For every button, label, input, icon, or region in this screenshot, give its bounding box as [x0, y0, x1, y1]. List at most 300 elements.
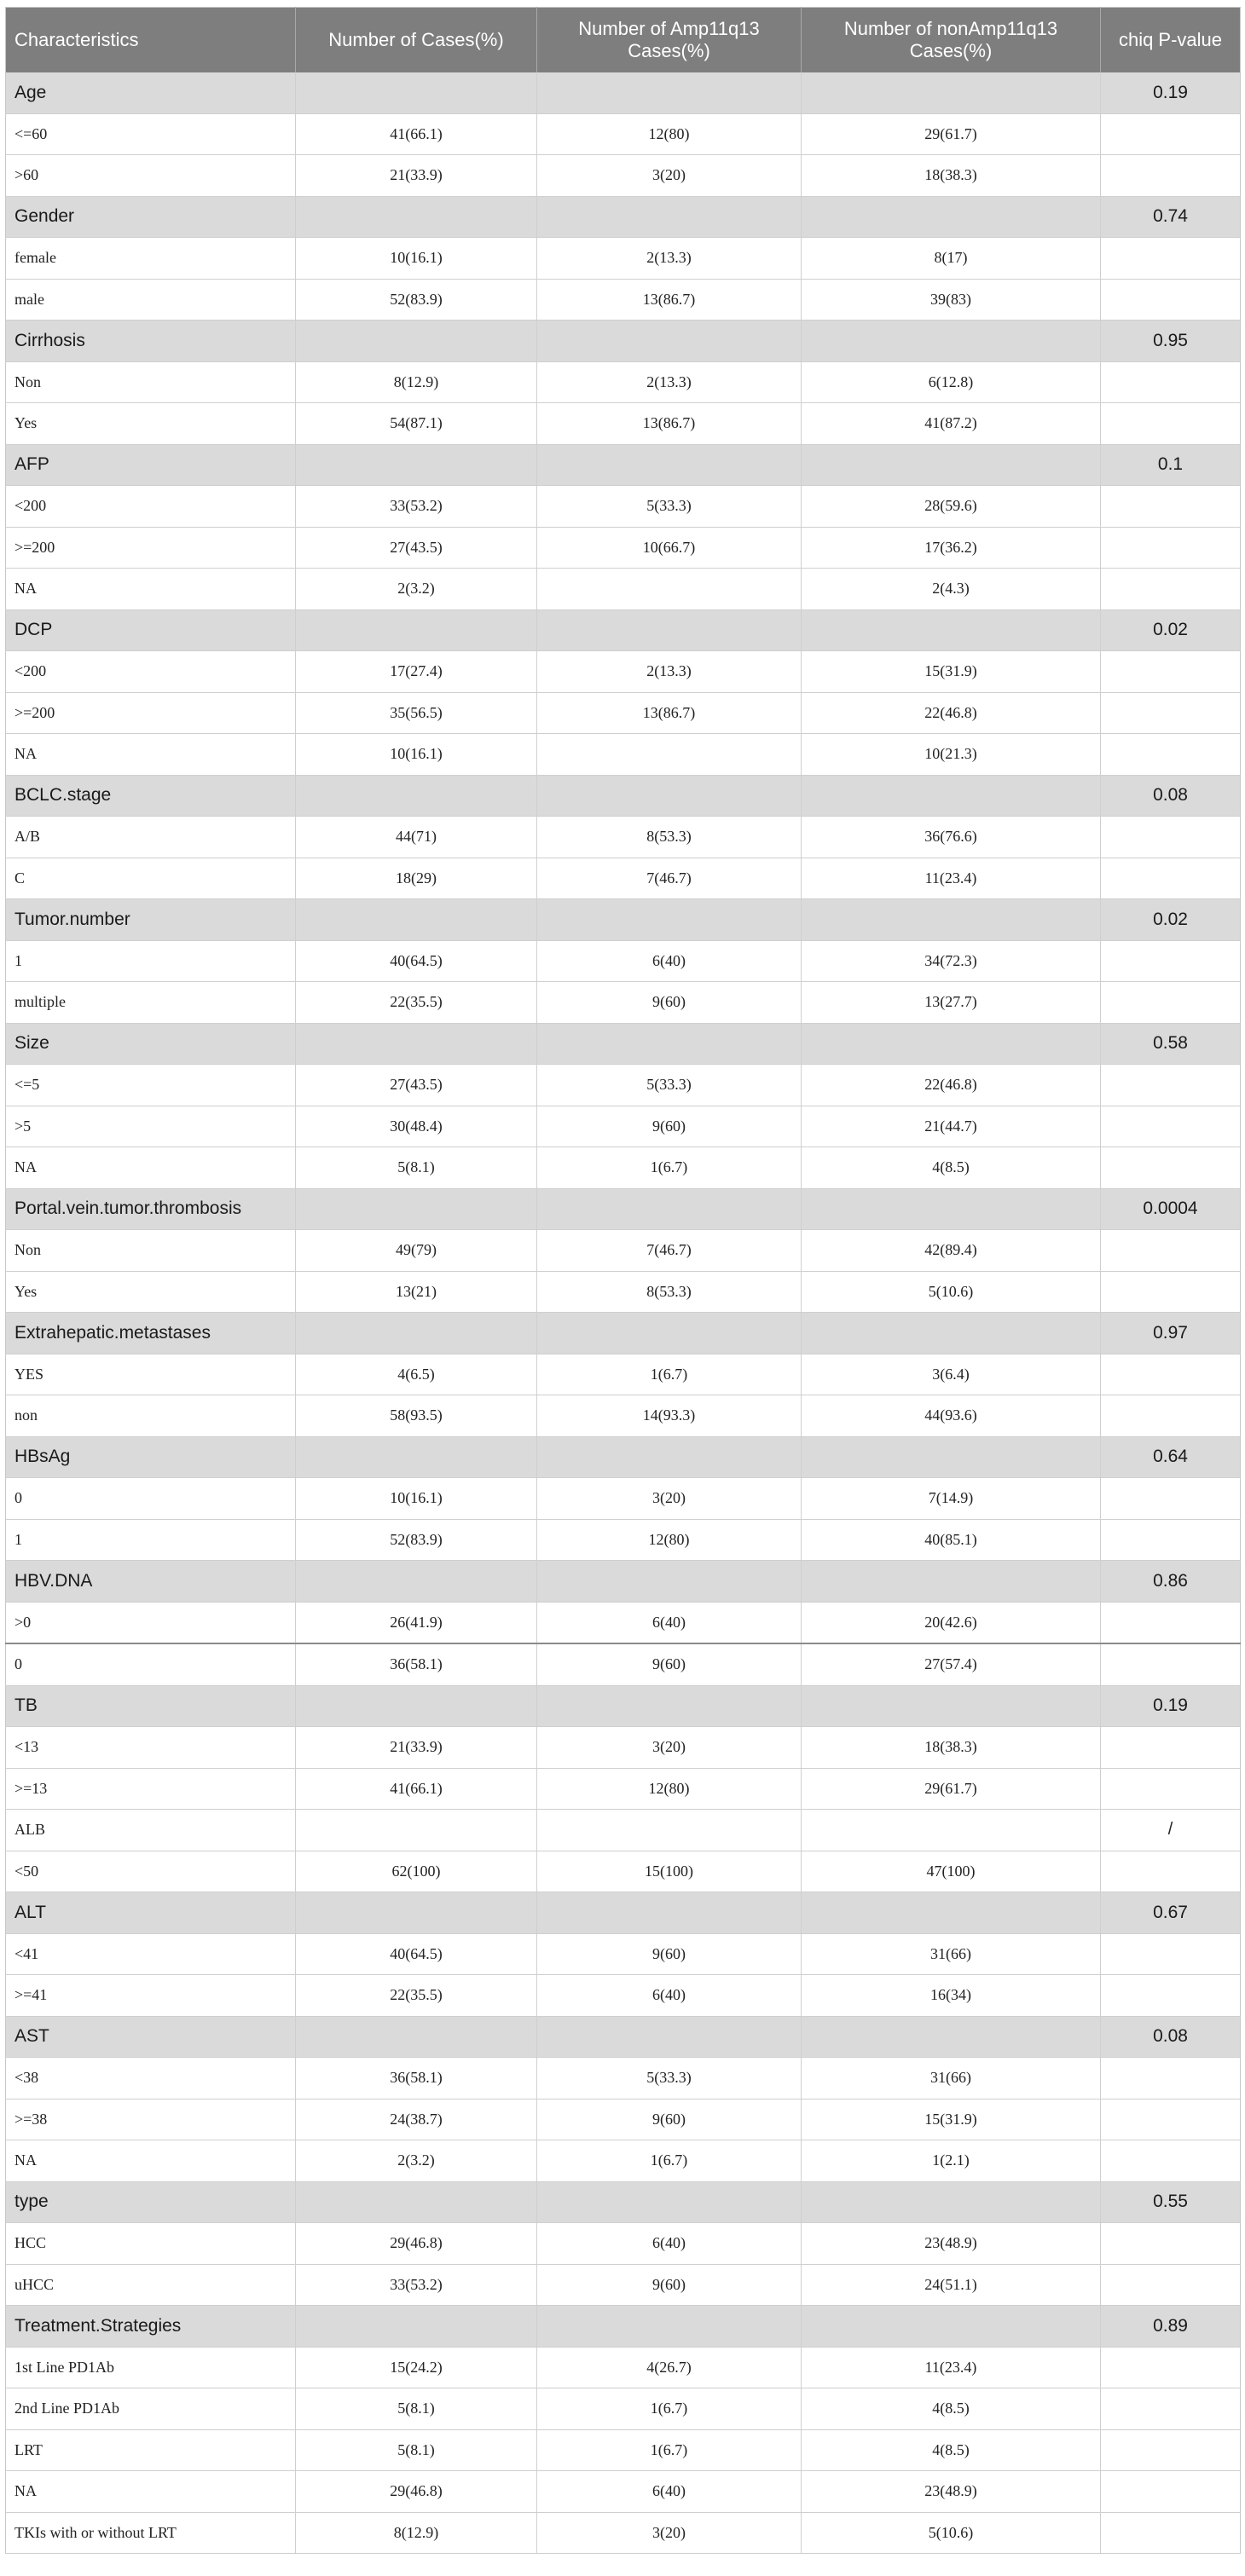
cases-cell: 8(12.9) [296, 2512, 537, 2554]
amp-cases-cell [537, 72, 802, 113]
characteristic-cell: male [6, 279, 296, 321]
nonamp-cases-cell [802, 2181, 1101, 2223]
cases-cell: 2(3.2) [296, 569, 537, 610]
nonamp-cases-cell: 22(46.8) [802, 692, 1101, 734]
table-row [6, 1851, 1241, 1892]
cases-cell: 27(43.5) [296, 1065, 537, 1106]
characteristic-cell: AST [6, 2016, 296, 2058]
table-header [6, 8, 1241, 73]
characteristic-cell: >=200 [6, 692, 296, 734]
p-value-cell: 0.86 [1101, 1561, 1241, 1603]
nonamp-cases-cell [802, 1892, 1101, 1934]
amp-cases-cell: 3(20) [537, 155, 802, 197]
amp-cases-cell: 12(80) [537, 113, 802, 155]
cases-cell: 62(100) [296, 1851, 537, 1892]
characteristic-cell: Treatment.Strategies [6, 2306, 296, 2348]
cases-cell: 2(3.2) [296, 2140, 537, 2182]
p-value-cell: 0.58 [1101, 1023, 1241, 1065]
amp-cases-cell [537, 569, 802, 610]
cases-cell: 5(8.1) [296, 1147, 537, 1189]
amp-cases-cell: 14(93.3) [537, 1395, 802, 1437]
p-value-cell: 0.89 [1101, 2306, 1241, 2348]
nonamp-cases-cell: 16(34) [802, 1975, 1101, 2017]
table-body [6, 72, 1241, 2554]
characteristic-cell: HBV.DNA [6, 1561, 296, 1603]
characteristic-cell: HBsAg [6, 1436, 296, 1478]
amp-cases-cell: 1(6.7) [537, 2388, 802, 2430]
amp-cases-cell: 3(20) [537, 2512, 802, 2554]
table-row [6, 2512, 1241, 2554]
nonamp-cases-cell: 11(23.4) [802, 2347, 1101, 2388]
amp-cases-cell: 6(40) [537, 940, 802, 982]
characteristic-cell: <50 [6, 1851, 296, 1892]
nonamp-cases-cell: 4(8.5) [802, 1147, 1101, 1189]
p-value-cell: 0.0004 [1101, 1188, 1241, 1230]
characteristic-cell: 0 [6, 1478, 296, 1520]
p-value-cell [1101, 2512, 1241, 2554]
amp-cases-cell: 9(60) [537, 2099, 802, 2140]
characteristic-cell: AFP [6, 444, 296, 486]
nonamp-cases-cell: 34(72.3) [802, 940, 1101, 982]
nonamp-cases-cell [802, 1810, 1101, 1851]
characteristic-cell: <=60 [6, 113, 296, 155]
p-value-cell: 0.02 [1101, 899, 1241, 941]
nonamp-cases-cell: 2(4.3) [802, 569, 1101, 610]
nonamp-cases-cell: 24(51.1) [802, 2264, 1101, 2306]
characteristic-cell: TKIs with or without LRT [6, 2512, 296, 2554]
cases-cell [296, 2306, 537, 2348]
table-group-row [6, 2016, 1241, 2058]
cases-cell: 36(58.1) [296, 1643, 537, 1685]
amp-cases-cell: 1(6.7) [537, 1147, 802, 1189]
characteristic-cell: >60 [6, 155, 296, 197]
amp-cases-cell: 7(46.7) [537, 1230, 802, 1272]
nonamp-cases-cell: 29(61.7) [802, 113, 1101, 155]
characteristic-cell: NA [6, 569, 296, 610]
cases-cell: 26(41.9) [296, 1602, 537, 1643]
characteristic-cell: 1 [6, 940, 296, 982]
nonamp-cases-cell: 40(85.1) [802, 1519, 1101, 1561]
table-row [6, 113, 1241, 155]
nonamp-cases-cell: 10(21.3) [802, 734, 1101, 776]
table-row [6, 1230, 1241, 1272]
p-value-cell: 0.08 [1101, 775, 1241, 817]
header-nonamp11q13-cases: Number of nonAmp11q13 Cases(%) [802, 8, 1101, 73]
table-row [6, 2058, 1241, 2099]
cases-cell [296, 2016, 537, 2058]
characteristic-cell: <38 [6, 2058, 296, 2099]
amp-cases-cell: 6(40) [537, 2223, 802, 2265]
p-value-cell [1101, 1643, 1241, 1685]
nonamp-cases-cell: 41(87.2) [802, 403, 1101, 445]
table-row [6, 940, 1241, 982]
characteristic-cell: 2nd Line PD1Ab [6, 2388, 296, 2430]
cases-cell [296, 1561, 537, 1603]
table-group-row [6, 72, 1241, 113]
cases-cell [296, 72, 537, 113]
cases-cell: 33(53.2) [296, 2264, 537, 2306]
cases-cell: 21(33.9) [296, 155, 537, 197]
characteristic-cell: Portal.vein.tumor.thrombosis [6, 1188, 296, 1230]
p-value-cell [1101, 2471, 1241, 2513]
characteristic-cell: NA [6, 2471, 296, 2513]
table-row [6, 569, 1241, 610]
p-value-cell [1101, 1354, 1241, 1395]
cases-cell: 52(83.9) [296, 1519, 537, 1561]
characteristic-cell: C [6, 858, 296, 899]
amp-cases-cell [537, 321, 802, 362]
table-group-row [6, 2181, 1241, 2223]
amp-cases-cell: 3(20) [537, 1478, 802, 1520]
characteristic-cell: >5 [6, 1106, 296, 1147]
nonamp-cases-cell [802, 1685, 1101, 1727]
amp-cases-cell: 9(60) [537, 1106, 802, 1147]
amp-cases-cell: 5(33.3) [537, 486, 802, 528]
p-value-cell [1101, 569, 1241, 610]
nonamp-cases-cell: 5(10.6) [802, 1271, 1101, 1313]
nonamp-cases-cell: 7(14.9) [802, 1478, 1101, 1520]
table-row [6, 1933, 1241, 1975]
amp-cases-cell [537, 2016, 802, 2058]
p-value-cell [1101, 1768, 1241, 1810]
characteristic-cell: TB [6, 1685, 296, 1727]
amp-cases-cell: 10(66.7) [537, 527, 802, 569]
characteristic-cell: Size [6, 1023, 296, 1065]
nonamp-cases-cell [802, 196, 1101, 238]
table-group-row [6, 1436, 1241, 1478]
amp-cases-cell [537, 2306, 802, 2348]
cases-cell: 41(66.1) [296, 1768, 537, 1810]
table-group-row [6, 1561, 1241, 1603]
p-value-cell [1101, 2347, 1241, 2388]
cases-cell: 5(8.1) [296, 2388, 537, 2430]
nonamp-cases-cell: 15(31.9) [802, 651, 1101, 693]
p-value-cell: 0.08 [1101, 2016, 1241, 2058]
cases-cell: 4(6.5) [296, 1354, 537, 1395]
p-value-cell [1101, 858, 1241, 899]
cases-cell [296, 1810, 537, 1851]
amp-cases-cell: 1(6.7) [537, 2429, 802, 2471]
table-row [6, 1065, 1241, 1106]
characteristic-cell: <=5 [6, 1065, 296, 1106]
nonamp-cases-cell: 23(48.9) [802, 2471, 1101, 2513]
cases-cell: 8(12.9) [296, 361, 537, 403]
amp-cases-cell: 13(86.7) [537, 279, 802, 321]
p-value-cell: 0.19 [1101, 72, 1241, 113]
cases-cell: 40(64.5) [296, 940, 537, 982]
p-value-cell [1101, 1727, 1241, 1769]
p-value-cell [1101, 651, 1241, 693]
characteristic-cell: DCP [6, 609, 296, 651]
cases-cell: 24(38.7) [296, 2099, 537, 2140]
amp-cases-cell: 2(13.3) [537, 361, 802, 403]
amp-cases-cell [537, 899, 802, 941]
table-group-row [6, 321, 1241, 362]
amp-cases-cell: 1(6.7) [537, 2140, 802, 2182]
amp-cases-cell [537, 1313, 802, 1354]
characteristic-cell: uHCC [6, 2264, 296, 2306]
nonamp-cases-cell: 6(12.8) [802, 361, 1101, 403]
table-row [6, 2429, 1241, 2471]
nonamp-cases-cell: 13(27.7) [802, 982, 1101, 1024]
amp-cases-cell: 9(60) [537, 2264, 802, 2306]
amp-cases-cell [537, 1685, 802, 1727]
p-value-cell [1101, 2058, 1241, 2099]
header-number-of-cases: Number of Cases(%) [296, 8, 537, 73]
amp-cases-cell [537, 1892, 802, 1934]
table-group-row [6, 1892, 1241, 1934]
characteristic-cell: >=38 [6, 2099, 296, 2140]
table-row [6, 238, 1241, 280]
amp-cases-cell [537, 444, 802, 486]
amp-cases-cell: 15(100) [537, 1851, 802, 1892]
characteristic-cell: HCC [6, 2223, 296, 2265]
characteristic-cell: LRT [6, 2429, 296, 2471]
amp-cases-cell: 2(13.3) [537, 651, 802, 693]
characteristic-cell: Yes [6, 403, 296, 445]
p-value-cell: 0.67 [1101, 1892, 1241, 1934]
characteristic-cell: Tumor.number [6, 899, 296, 941]
cases-cell: 27(43.5) [296, 527, 537, 569]
p-value-cell [1101, 692, 1241, 734]
amp-cases-cell: 7(46.7) [537, 858, 802, 899]
cases-cell: 40(64.5) [296, 1933, 537, 1975]
characteristic-cell: Yes [6, 1271, 296, 1313]
cases-cell: 52(83.9) [296, 279, 537, 321]
nonamp-cases-cell: 42(89.4) [802, 1230, 1101, 1272]
cases-cell: 13(21) [296, 1271, 537, 1313]
cases-cell: 49(79) [296, 1230, 537, 1272]
amp-cases-cell: 9(60) [537, 1933, 802, 1975]
header-characteristics: Characteristics [6, 8, 296, 73]
nonamp-cases-cell [802, 444, 1101, 486]
p-value-cell [1101, 361, 1241, 403]
amp-cases-cell: 3(20) [537, 1727, 802, 1769]
characteristics-table [5, 7, 1241, 2554]
p-value-cell [1101, 2223, 1241, 2265]
cases-cell [296, 2181, 537, 2223]
table-group-row [6, 1188, 1241, 1230]
p-value-cell [1101, 940, 1241, 982]
nonamp-cases-cell [802, 775, 1101, 817]
cases-cell: 29(46.8) [296, 2471, 537, 2513]
p-value-cell [1101, 1851, 1241, 1892]
table-row [6, 1354, 1241, 1395]
nonamp-cases-cell [802, 1313, 1101, 1354]
cases-cell: 10(16.1) [296, 238, 537, 280]
nonamp-cases-cell: 47(100) [802, 1851, 1101, 1892]
p-value-cell [1101, 1065, 1241, 1106]
nonamp-cases-cell: 20(42.6) [802, 1602, 1101, 1643]
characteristic-cell: >0 [6, 1602, 296, 1643]
cases-cell: 18(29) [296, 858, 537, 899]
cases-cell: 35(56.5) [296, 692, 537, 734]
table-row [6, 1271, 1241, 1313]
p-value-cell [1101, 113, 1241, 155]
table-row [6, 361, 1241, 403]
table-group-row [6, 1313, 1241, 1354]
amp-cases-cell: 8(53.3) [537, 817, 802, 858]
table-row [6, 1643, 1241, 1685]
characteristic-cell: non [6, 1395, 296, 1437]
p-value-cell [1101, 2140, 1241, 2182]
cases-cell: 22(35.5) [296, 982, 537, 1024]
nonamp-cases-cell: 29(61.7) [802, 1768, 1101, 1810]
amp-cases-cell [537, 1436, 802, 1478]
characteristic-cell: Non [6, 1230, 296, 1272]
nonamp-cases-cell: 8(17) [802, 238, 1101, 280]
nonamp-cases-cell: 4(8.5) [802, 2429, 1101, 2471]
p-value-cell: / [1101, 1810, 1241, 1851]
p-value-cell [1101, 486, 1241, 528]
cases-cell: 33(53.2) [296, 486, 537, 528]
p-value-cell [1101, 279, 1241, 321]
p-value-cell [1101, 1147, 1241, 1189]
nonamp-cases-cell: 15(31.9) [802, 2099, 1101, 2140]
cases-cell: 5(8.1) [296, 2429, 537, 2471]
nonamp-cases-cell: 4(8.5) [802, 2388, 1101, 2430]
table-group-row [6, 1685, 1241, 1727]
amp-cases-cell [537, 1188, 802, 1230]
table-row [6, 1519, 1241, 1561]
amp-cases-cell: 9(60) [537, 1643, 802, 1685]
p-value-cell [1101, 734, 1241, 776]
p-value-cell [1101, 1106, 1241, 1147]
table-row [6, 155, 1241, 197]
cases-cell: 54(87.1) [296, 403, 537, 445]
characteristic-cell: Age [6, 72, 296, 113]
table-row [6, 1975, 1241, 2017]
amp-cases-cell: 5(33.3) [537, 1065, 802, 1106]
p-value-cell [1101, 527, 1241, 569]
table-row [6, 1727, 1241, 1769]
p-value-cell [1101, 1975, 1241, 2017]
p-value-cell: 0.19 [1101, 1685, 1241, 1727]
table-row [6, 2471, 1241, 2513]
amp-cases-cell: 6(40) [537, 1975, 802, 2017]
header-amp11q13-cases: Number of Amp11q13 Cases(%) [537, 8, 802, 73]
nonamp-cases-cell: 28(59.6) [802, 486, 1101, 528]
cases-cell: 44(71) [296, 817, 537, 858]
characteristic-cell: 1 [6, 1519, 296, 1561]
table-group-row [6, 609, 1241, 651]
cases-cell [296, 196, 537, 238]
nonamp-cases-cell [802, 1023, 1101, 1065]
nonamp-cases-cell: 22(46.8) [802, 1065, 1101, 1106]
p-value-cell [1101, 2099, 1241, 2140]
nonamp-cases-cell: 27(57.4) [802, 1643, 1101, 1685]
p-value-cell [1101, 1230, 1241, 1272]
table-row [6, 2223, 1241, 2265]
p-value-cell [1101, 2388, 1241, 2430]
nonamp-cases-cell: 1(2.1) [802, 2140, 1101, 2182]
nonamp-cases-cell [802, 72, 1101, 113]
nonamp-cases-cell: 18(38.3) [802, 155, 1101, 197]
cases-cell [296, 1892, 537, 1934]
nonamp-cases-cell [802, 2306, 1101, 2348]
p-value-cell: 0.74 [1101, 196, 1241, 238]
characteristic-cell: NA [6, 1147, 296, 1189]
characteristic-cell: Gender [6, 196, 296, 238]
table-group-row [6, 775, 1241, 817]
characteristic-cell: >=13 [6, 1768, 296, 1810]
characteristic-cell: female [6, 238, 296, 280]
nonamp-cases-cell: 23(48.9) [802, 2223, 1101, 2265]
amp-cases-cell: 4(26.7) [537, 2347, 802, 2388]
cases-cell: 58(93.5) [296, 1395, 537, 1437]
nonamp-cases-cell [802, 1561, 1101, 1603]
characteristic-cell: ALB [6, 1810, 296, 1851]
table-row [6, 1810, 1241, 1851]
cases-cell: 10(16.1) [296, 1478, 537, 1520]
characteristic-cell: >=200 [6, 527, 296, 569]
table-group-row [6, 196, 1241, 238]
nonamp-cases-cell: 31(66) [802, 1933, 1101, 1975]
cases-cell [296, 1188, 537, 1230]
cases-cell [296, 899, 537, 941]
amp-cases-cell [537, 1561, 802, 1603]
characteristic-cell: type [6, 2181, 296, 2223]
cases-cell [296, 1685, 537, 1727]
amp-cases-cell [537, 734, 802, 776]
nonamp-cases-cell [802, 2016, 1101, 2058]
cases-cell: 30(48.4) [296, 1106, 537, 1147]
table-row [6, 2388, 1241, 2430]
characteristic-cell: <13 [6, 1727, 296, 1769]
nonamp-cases-cell: 21(44.7) [802, 1106, 1101, 1147]
nonamp-cases-cell: 18(38.3) [802, 1727, 1101, 1769]
p-value-cell: 0.1 [1101, 444, 1241, 486]
characteristic-cell: <200 [6, 651, 296, 693]
nonamp-cases-cell: 31(66) [802, 2058, 1101, 2099]
table-group-row [6, 899, 1241, 941]
cases-cell: 29(46.8) [296, 2223, 537, 2265]
characteristic-cell: 1st Line PD1Ab [6, 2347, 296, 2388]
table-row [6, 1478, 1241, 1520]
nonamp-cases-cell [802, 1188, 1101, 1230]
amp-cases-cell: 1(6.7) [537, 1354, 802, 1395]
characteristic-cell: ALT [6, 1892, 296, 1934]
cases-cell: 21(33.9) [296, 1727, 537, 1769]
characteristic-cell: 0 [6, 1643, 296, 1685]
nonamp-cases-cell [802, 321, 1101, 362]
table-row [6, 2099, 1241, 2140]
table-row [6, 279, 1241, 321]
amp-cases-cell: 8(53.3) [537, 1271, 802, 1313]
characteristic-cell: NA [6, 734, 296, 776]
p-value-cell: 0.55 [1101, 2181, 1241, 2223]
table-row [6, 982, 1241, 1024]
amp-cases-cell [537, 1810, 802, 1851]
amp-cases-cell: 6(40) [537, 2471, 802, 2513]
cases-cell: 36(58.1) [296, 2058, 537, 2099]
characteristic-cell: <41 [6, 1933, 296, 1975]
amp-cases-cell: 5(33.3) [537, 2058, 802, 2099]
nonamp-cases-cell: 3(6.4) [802, 1354, 1101, 1395]
p-value-cell [1101, 1933, 1241, 1975]
table-row [6, 858, 1241, 899]
nonamp-cases-cell: 36(76.6) [802, 817, 1101, 858]
amp-cases-cell: 2(13.3) [537, 238, 802, 280]
cases-cell [296, 609, 537, 651]
cases-cell [296, 775, 537, 817]
amp-cases-cell [537, 196, 802, 238]
characteristic-cell: BCLC.stage [6, 775, 296, 817]
cases-cell [296, 1313, 537, 1354]
p-value-cell [1101, 1602, 1241, 1643]
cases-cell: 10(16.1) [296, 734, 537, 776]
amp-cases-cell: 9(60) [537, 982, 802, 1024]
